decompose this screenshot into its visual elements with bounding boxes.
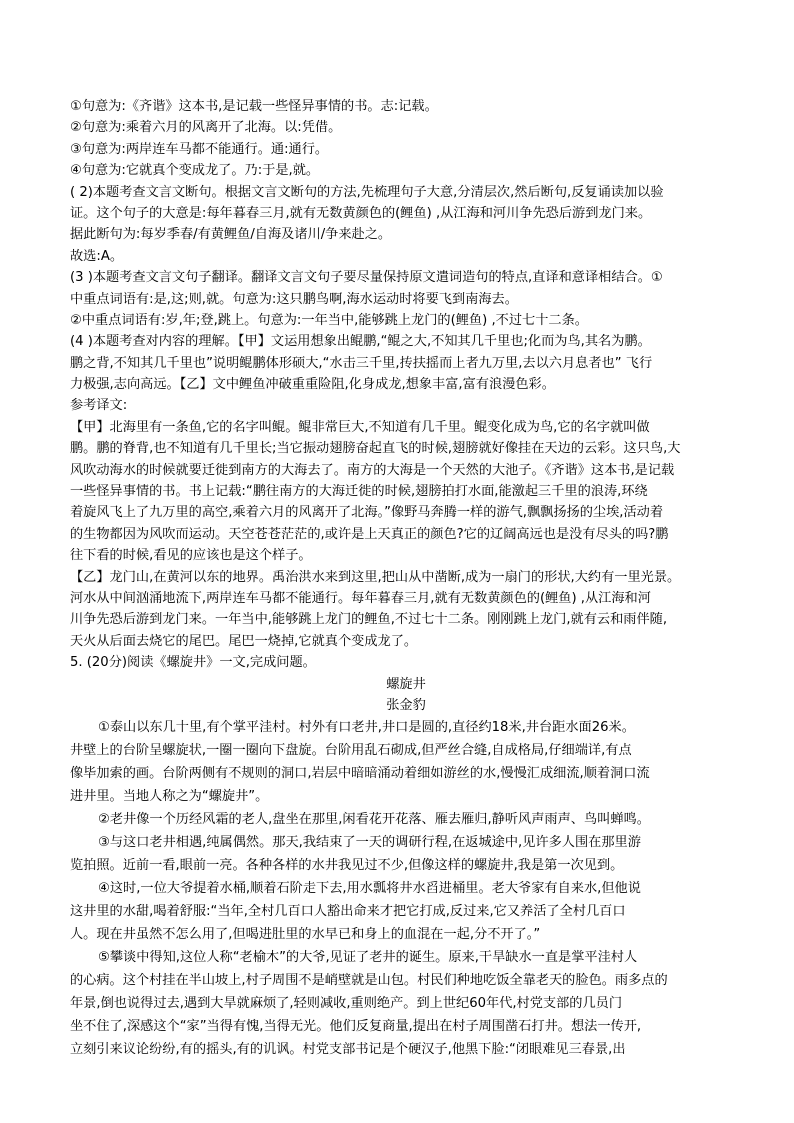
answer-line: ④句意为:它就真个变成龙了。乃:于是,就。 <box>70 163 320 179</box>
article-line: ③与这口老井相遇,纯属偶然。那天,我结束了一天的调研行程,在返城途中,见许多人围在那里游 <box>98 835 641 851</box>
answer-line: ③句意为:两岸连车马都不能通行。通:通行。 <box>70 141 329 157</box>
answer-line: ②中重点词语有:岁,年;登,跳上。句意为:一年当中,能够跳上龙门的(鲤鱼) ,不过七十二条。 <box>70 312 588 328</box>
article-line: ⑤攀谈中得知,这位人称“老榆木”的大爷,见证了老井的诞生。原来,干旱缺水一直是掌平洼村人 <box>98 950 638 966</box>
article-line: 的心病。这个村挂在半山坡上,村子周围不是峭壁就是山包。村民们种地吃饭全靠老天的脸色。雨多点的 <box>70 973 668 989</box>
article-line: ①泰山以东几十里,有个掌平洼村。村外有口老井,井口是圆的,直径约18米,井台距水面26米。 <box>98 720 635 736</box>
answer-line: (4 )本题考查对内容的理解。【甲】文运用想象出鲲鹏,“鲲之大,不知其几千里也;化而为鸟,其名为鹏。 <box>70 334 651 350</box>
translation-line: 鹏。鹏的脊背,也不知道有几千里长;当它振动翅膀奋起直飞的时候,翅膀就好像挂在天边的云彩。这只鸟,大 <box>70 441 681 457</box>
answer-line: (3 )本题考查文言文句子翻译。翻译文言文句子要尽量保持原文遣词造句的特点,直译和意译相结合。① <box>70 270 663 286</box>
question-heading: 5. (20分)阅读《螺旋井》一文,完成问题。 <box>70 655 316 671</box>
answer-line: 鹏之背,不知其几千里也”说明鲲鹏体形硕大,“水击三千里,抟扶摇而上者九万里,去以六月息者也” 飞行 <box>70 355 653 371</box>
answer-line: 故选:A。 <box>70 248 124 264</box>
translation-line: 川争先恐后游到龙门来。一年当中,能够跳上龙门的鲤鱼,不过七十二条。刚刚跳上龙门,就有云和雨伴随, <box>70 612 668 628</box>
article-line: 立刻引来议论纷纷,有的摇头,有的讥讽。村党支部书记是个硬汉子,他黑下脸:“闭眼难见三春景,出 <box>70 1042 626 1058</box>
answer-line: 证。这个句子的大意是:每年暮春三月,就有无数黄颜色的(鲤鱼) ,从江海和河川争先恐后游到龙门来。 <box>70 205 652 221</box>
article-line: 人。现在井虽然不怎么用了,但喝进肚里的水早已和身上的血混在一起,分不开了。” <box>70 927 541 943</box>
article-author: 张金豹 <box>386 697 426 713</box>
article-line: ④这时,一位大爷提着水桶,顺着石阶走下去,用水瓢将井水舀进桶里。老大爷家有自来水,但他说 <box>98 881 641 897</box>
answer-line: ①句意为:《齐谐》这本书,是记载一些怪异事情的书。志:记载。 <box>70 99 438 114</box>
translation-line: 的生物都因为风吹而运动。天空苍苍茫茫的,或许是上天真正的颜色?它的辽阔高远也是没有尽头的吗?鹏 <box>70 526 669 542</box>
translation-line: 一些怪异事情的书。书上记载:“鹏往南方的大海迁徙的时候,翅膀拍打水面,能激起三千里的浪涛,环绕 <box>70 484 648 500</box>
article-line: 进井里。当地人称之为“螺旋井”。 <box>70 789 269 805</box>
translation-line: 风吹动海水的时候就要迁徙到南方的大海去了。南方的大海是一个天然的大池子。《齐谐》这本书,是记载 <box>70 462 675 478</box>
translation-line: 往下看的时候,看见的应该也是这个样子。 <box>70 548 312 564</box>
article-line: 年景,倒也说得过去,遇到大旱就麻烦了,轻则减收,重则绝产。到上世纪60年代,村党支部的几员门 <box>70 996 623 1012</box>
document-page <box>70 96 742 1061</box>
answer-line: 力极强,志向高远。【乙】文中鲤鱼冲破重重险阻,化身成龙,想象丰富,富有浪漫色彩。 <box>70 377 555 393</box>
translation-line: 天火从后面去烧它的尾巴。尾巴一烧掉,它就真个变成龙了。 <box>70 633 418 649</box>
article-line: ②老井像一个历经风霜的老人,盘坐在那里,闲看花开花落、雁去雁归,静听风声雨声、鸟叫蝉鸣。 <box>98 812 650 828</box>
article-line: 坐不住了,深感这个“家”当得有愧,当得无光。他们反复商量,提出在村子周围凿石打井。想法一传开, <box>70 1019 642 1035</box>
answer-line: ( 2)本题考查文言文断句。根据文言文断句的方法,先梳理句子大意,分清层次,然后断句,反复诵读加以验 <box>70 184 664 200</box>
answer-line: 中重点词语有:是,这;则,就。句意为:这只鹏鸟啊,海水运动时将要飞到南海去。 <box>70 291 518 307</box>
article-line: 这井里的水甜,喝着舒服:“当年,全村几百口人豁出命来才把它打成,反过来,它又养活了全村几百口 <box>70 904 626 920</box>
translation-line: 着旋风飞上了九万里的高空,乘着六月的风离开了北海。”像野马奔腾一样的游气,飘飘扬扬的尘埃,活动着 <box>70 505 664 521</box>
translation-line: 河水从中间汹涌地流下,两岸连车马都不能通行。每年暮春三月,就有无数黄颜色的(鲤鱼) ,从江海和河 <box>70 590 651 606</box>
answer-line: 参考译文: <box>70 398 128 414</box>
translation-line: 【乙】龙门山,在黄河以东的地界。禹治洪水来到这里,把山从中凿断,成为一扇门的形状,大约有一里光景。 <box>70 569 681 585</box>
article-line: 像毕加索的画。台阶两侧有不规则的洞口,岩层中暗暗涌动着细如游丝的水,慢慢汇成细流,顺着洞口流 <box>70 766 650 782</box>
answer-line: ②句意为:乘着六月的风离开了北海。以:凭借。 <box>70 120 342 136</box>
article-line: 览拍照。近前一看,眼前一亮。各种各样的水井我见过不少,但像这样的螺旋井,我是第一次见到。 <box>70 858 624 874</box>
article-title: 螺旋井 <box>386 676 426 692</box>
translation-line: 【甲】北海里有一条鱼,它的名字叫鲲。鲲非常巨大,不知道有几千里。鲲变化成为鸟,它的名字就叫做 <box>70 419 650 435</box>
article-line: 井壁上的台阶呈螺旋状,一圈一圈向下盘旋。台阶用乱石砌成,但严丝合缝,自成格局,仔细端详,有点 <box>70 743 632 759</box>
answer-line: 据此断句为:每岁季春/有黄鲤鱼/自海及诸川/争来赴之。 <box>70 227 392 243</box>
